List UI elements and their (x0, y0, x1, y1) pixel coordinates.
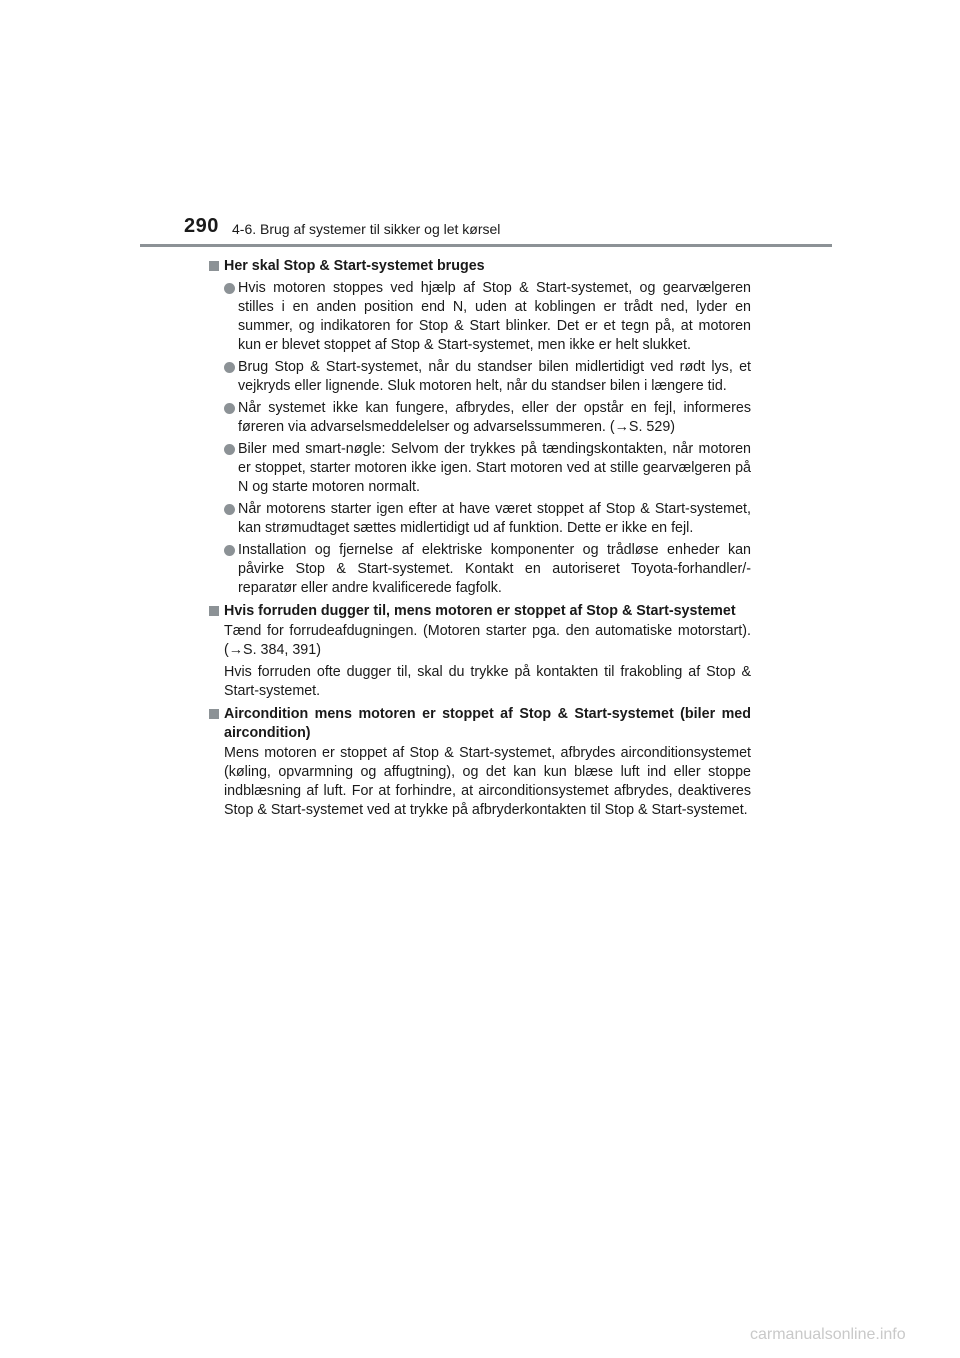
header-rule (140, 244, 832, 247)
circle-bullet-icon (224, 403, 235, 414)
bullet-item (208, 541, 751, 598)
section-heading (208, 602, 751, 621)
bullet-item (208, 279, 751, 355)
bullet-item (208, 358, 751, 396)
section-heading (208, 257, 751, 276)
section-heading (208, 705, 751, 743)
bullet-text: Biler med smart-nøgle: Selvom der trykkes på tændingskontakten, når motoren er stoppet, starter motoren ikke igen. Start motoren ved at stille gearvælgeren på N og starte motoren normalt. (238, 441, 751, 495)
section-stop-start-usage (208, 257, 751, 598)
circle-bullet-icon (224, 545, 235, 556)
watermark: carmanualsonline.info (750, 1326, 906, 1343)
circle-bullet-icon (224, 444, 235, 455)
page-number: 290 (184, 215, 219, 237)
bullet-item (208, 440, 751, 497)
heading-text: Her skal Stop & Start-systemet bruges (224, 258, 485, 274)
bullet-item (208, 500, 751, 538)
bullet-text: Installation og fjernelse af elektriske komponenter og trådløse enheder kan påvirke Stop & Start-systemet. Kontakt en autoriseret Toyota-forhandler/-reparatør eller andre kvalificerede fagfolk. (238, 542, 751, 596)
square-bullet-icon (209, 709, 219, 719)
bullet-text: Brug Stop & Start-systemet, når du standser bilen midlertidigt ved rødt lys, et vejkryds eller lignende. Sluk motoren helt, når du standser bilen i længere tid. (238, 359, 751, 394)
bullet-text: Når motorens starter igen efter at have været stoppet af Stop & Start-systemet, kan strømudtaget sættes midlertidigt ud af funktion. Dette er ikke en fejl. (238, 501, 751, 536)
bullet-text: Hvis motoren stoppes ved hjælp af Stop & Start-systemet, og gearvælgeren stilles i en anden position end N, uden at koblingen er trådt ned, lyder en summer, og indikatoren for Stop & Start blinker. Det er et tegn på, at motoren kun er blevet stoppet af Stop & Start-systemet, men ikke er helt slukket. (238, 280, 751, 353)
section-windshield-fog (208, 602, 751, 701)
circle-bullet-icon (224, 362, 235, 373)
page-content (208, 255, 751, 820)
circle-bullet-icon (224, 504, 235, 515)
heading-text: Aircondition mens motoren er stoppet af Stop & Start-systemet (biler med aircondition) (224, 706, 751, 741)
paragraph: Hvis forruden ofte dugger til, skal du trykke på kontakten til frakobling af Stop & Start-systemet. (224, 664, 751, 699)
heading-text: Hvis forruden dugger til, mens motoren er stoppet af Stop & Start-systemet (224, 603, 736, 619)
paragraph: Mens motoren er stoppet af Stop & Start-systemet, afbrydes airconditionsystemet (køling, opvarmning og affugtning), og det kan kun blæse luft ind eller stoppe indblæsning af luft. For at forhindre, at airconditionsystemet afbrydes, deaktiveres Stop & Start-systemet ved at trykke på afbryderkontakten til Stop & Start-systemet. (224, 745, 751, 818)
paragraph: Tænd for forrudeafdugningen. (Motoren starter pga. den automatiske motorstart). (→S. 384, 391) (224, 623, 751, 658)
circle-bullet-icon (224, 283, 235, 294)
section-air-conditioning (208, 705, 751, 820)
chapter-title: 4-6. Brug af systemer til sikker og let kørsel (232, 221, 501, 237)
square-bullet-icon (209, 261, 219, 271)
bullet-item (208, 399, 751, 437)
bullet-text: Når systemet ikke kan fungere, afbrydes, eller der opstår en fejl, informeres føreren via advarselsmeddelelser og advarselssummeren. (→S. 529) (238, 400, 751, 435)
square-bullet-icon (209, 606, 219, 616)
